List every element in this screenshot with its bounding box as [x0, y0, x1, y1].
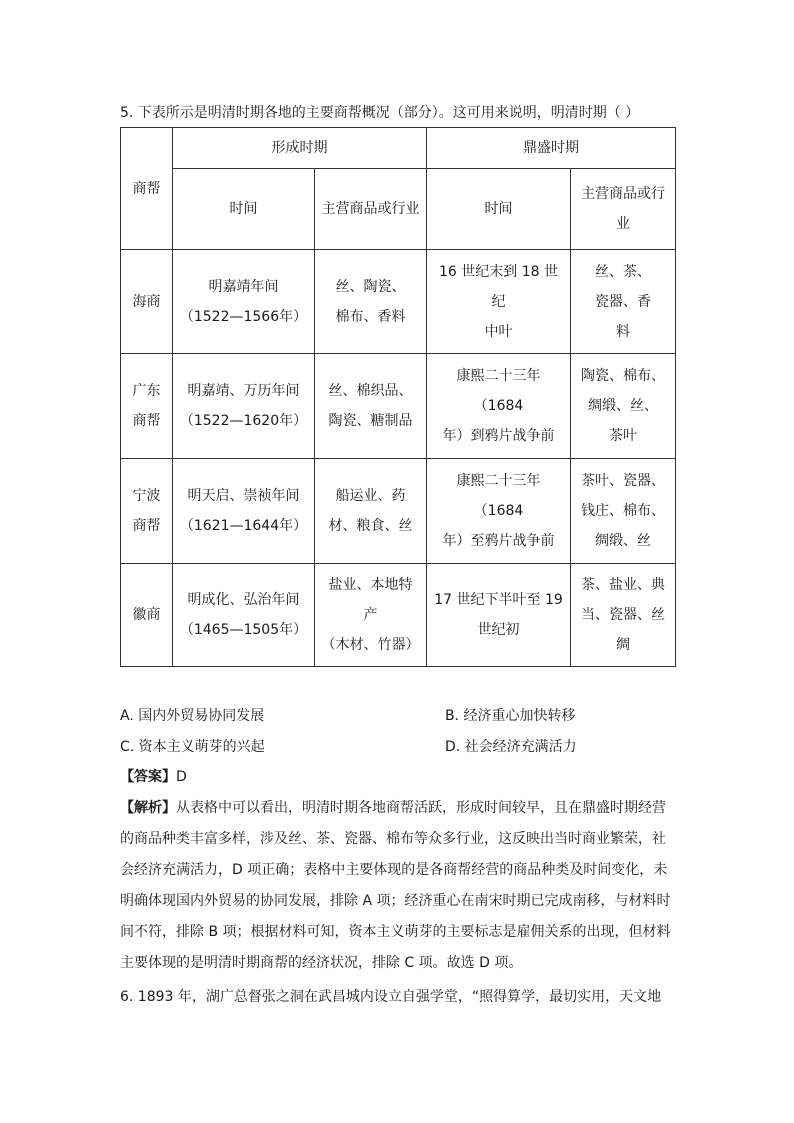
formation-goods: 船运业、药 材、粮食、丝: [315, 459, 427, 564]
option-c: C. 资本主义萌芽的兴起: [120, 739, 265, 755]
peak-goods: 茶、盐业、典 当、瓷器、丝 绸: [571, 564, 676, 667]
peak-time: 康熙二十三年（1684 年）至鸦片战争前: [427, 459, 571, 564]
peak-time: 康熙二十三年（1684 年）到鸦片战争前: [427, 354, 571, 459]
table-row: [121, 250, 676, 354]
subheader-peak-goods: 主营商品或行业: [571, 169, 676, 250]
option-b: B. 经济重心加快转移: [445, 708, 576, 724]
question-6-stem: 6. 1893 年，湖广总督张之洞在武昌城内设立自强学堂，“照得算学，最切实用，天文地: [120, 989, 662, 1005]
header-peak: 鼎盛时期: [427, 128, 676, 169]
merchant-name: 广东 商帮: [121, 354, 173, 459]
formation-goods: 盐业、本地特 产 （木材、竹器）: [315, 564, 427, 667]
peak-goods: 丝、茶、 瓷器、香 料: [571, 250, 676, 354]
peak-time: 16 世纪末到 18 世纪 中叶: [427, 250, 571, 354]
peak-goods: 陶瓷、棉布、 绸缎、丝、 茶叶: [571, 354, 676, 459]
peak-goods: 茶叶、瓷器、 钱庄、棉布、 绸缎、丝: [571, 459, 676, 564]
option-d: D. 社会经济充满活力: [445, 739, 577, 755]
table-row: [121, 459, 676, 564]
option-a: A. 国内外贸易协同发展: [120, 708, 265, 724]
question-5-stem: 5. 下表所示是明清时期各地的主要商帮概况（部分）。这可用来说明，明清时期（ ）: [120, 105, 640, 121]
table-row: [121, 564, 676, 667]
merchant-name: 宁波 商帮: [121, 459, 173, 564]
subheader-formation-goods: 主营商品或行业: [315, 169, 427, 250]
analysis-label: 【解析】: [120, 800, 176, 816]
header-merchant: 商帮: [121, 128, 173, 250]
subheader-peak-time: 时间: [427, 169, 571, 250]
merchant-name: 徽商: [121, 564, 173, 667]
analysis-paragraph: [120, 793, 676, 979]
answer-value: D: [176, 769, 187, 785]
formation-goods: 丝、陶瓷、 棉布、香料: [315, 250, 427, 354]
answer-line: [120, 766, 187, 786]
peak-time: 17 世纪下半叶至 19 世纪初: [427, 564, 571, 667]
table-row: [121, 354, 676, 459]
formation-time: 明成化、弘治年间 （1465—1505年）: [173, 564, 315, 667]
formation-time: 明嘉靖年间 （1522—1566年）: [173, 250, 315, 354]
formation-time: 明嘉靖、万历年间 （1522—1620年）: [173, 354, 315, 459]
formation-goods: 丝、棉织品、 陶瓷、糖制品: [315, 354, 427, 459]
subheader-formation-time: 时间: [173, 169, 315, 250]
merchant-name: 海商: [121, 250, 173, 354]
formation-time: 明天启、崇祯年间 （1621—1644年）: [173, 459, 315, 564]
header-formation: 形成时期: [173, 128, 427, 169]
merchant-groups-table: [120, 127, 676, 667]
analysis-text: 从表格中可以看出，明清时期各地商帮活跃，形成时间较早，且在鼎盛时期经营的商品种类丰富多样，涉及丝、茶、瓷器、棉布等众多行业，这反映出当时商业繁荣，社会经济充满活力，D 项正确；表格中主要体现的是各商帮经营的商品种类及时间变化，未明确体现国内外贸易的协同发展，排除 A 项；经济重心在南宋时期已完成南移，与材料时间不符，排除 B 项；根据材料可知，资本主义萌芽的主要标志是雇佣关系的出现，但材料主要体现的是明清时期商帮的经济状况，排除 C 项。故选 D 项。: [120, 800, 671, 971]
answer-label: 【答案】: [120, 769, 176, 785]
